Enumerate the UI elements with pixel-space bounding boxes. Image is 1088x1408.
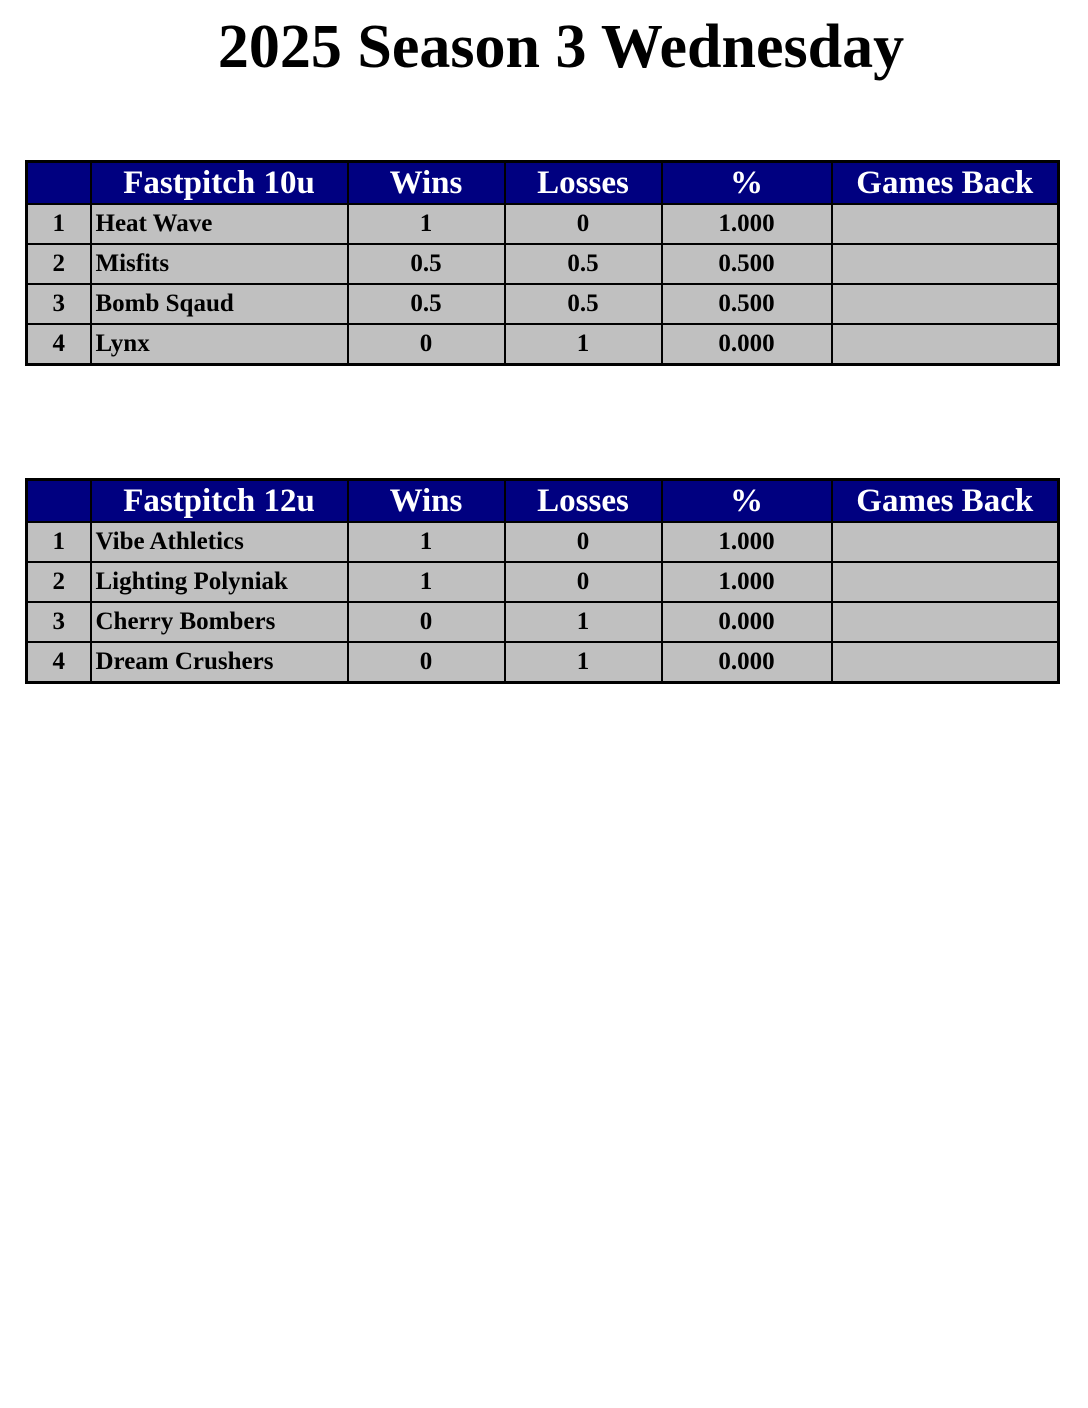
table-row [27, 204, 1059, 244]
rank-cell: 2 [27, 244, 91, 284]
division-header: Fastpitch 12u [91, 480, 348, 523]
wins-cell: 1 [348, 522, 505, 562]
standings-table-12u [25, 478, 1060, 684]
pct-cell: 0.500 [662, 284, 832, 324]
division-header: Fastpitch 10u [91, 162, 348, 205]
losses-cell: 0 [505, 522, 662, 562]
team-cell: Vibe Athletics [91, 522, 348, 562]
table-row [27, 562, 1059, 602]
rank-cell: 4 [27, 324, 91, 365]
pct-cell: 0.000 [662, 324, 832, 365]
rank-cell: 1 [27, 522, 91, 562]
team-cell: Misfits [91, 244, 348, 284]
table-row [27, 324, 1059, 365]
games-back-cell [832, 562, 1059, 602]
team-cell: Lighting Polyniak [91, 562, 348, 602]
rank-header [27, 162, 91, 205]
games-back-cell [832, 522, 1059, 562]
pct-header: % [662, 480, 832, 523]
wins-header: Wins [348, 162, 505, 205]
pct-cell: 1.000 [662, 562, 832, 602]
losses-cell: 0.5 [505, 244, 662, 284]
games-back-header: Games Back [832, 162, 1059, 205]
table-header-row [27, 480, 1059, 523]
wins-cell: 0 [348, 324, 505, 365]
losses-cell: 0.5 [505, 284, 662, 324]
team-cell: Dream Crushers [91, 642, 348, 683]
rank-cell: 3 [27, 602, 91, 642]
team-cell: Lynx [91, 324, 348, 365]
losses-cell: 1 [505, 602, 662, 642]
standings-table-10u [25, 160, 1060, 366]
table-row [27, 602, 1059, 642]
games-back-cell [832, 204, 1059, 244]
losses-header: Losses [505, 480, 662, 523]
wins-cell: 0 [348, 642, 505, 683]
rank-header [27, 480, 91, 523]
pct-cell: 0.000 [662, 642, 832, 683]
wins-cell: 0 [348, 602, 505, 642]
pct-cell: 1.000 [662, 204, 832, 244]
team-cell: Heat Wave [91, 204, 348, 244]
losses-cell: 0 [505, 562, 662, 602]
table-row [27, 244, 1059, 284]
table-row [27, 522, 1059, 562]
rank-cell: 2 [27, 562, 91, 602]
games-back-cell [832, 284, 1059, 324]
table-header-row [27, 162, 1059, 205]
losses-cell: 0 [505, 204, 662, 244]
losses-cell: 1 [505, 324, 662, 365]
rank-cell: 3 [27, 284, 91, 324]
wins-header: Wins [348, 480, 505, 523]
pct-cell: 1.000 [662, 522, 832, 562]
table-row [27, 642, 1059, 683]
games-back-cell [832, 642, 1059, 683]
games-back-header: Games Back [832, 480, 1059, 523]
games-back-cell [832, 324, 1059, 365]
wins-cell: 0.5 [348, 284, 505, 324]
team-cell: Bomb Sqaud [91, 284, 348, 324]
rank-cell: 1 [27, 204, 91, 244]
pct-header: % [662, 162, 832, 205]
pct-cell: 0.000 [662, 602, 832, 642]
games-back-cell [832, 244, 1059, 284]
wins-cell: 1 [348, 562, 505, 602]
losses-cell: 1 [505, 642, 662, 683]
losses-header: Losses [505, 162, 662, 205]
wins-cell: 1 [348, 204, 505, 244]
pct-cell: 0.500 [662, 244, 832, 284]
games-back-cell [832, 602, 1059, 642]
wins-cell: 0.5 [348, 244, 505, 284]
team-cell: Cherry Bombers [91, 602, 348, 642]
rank-cell: 4 [27, 642, 91, 683]
table-row [27, 284, 1059, 324]
page-title: 2025 Season 3 Wednesday [217, 13, 905, 81]
